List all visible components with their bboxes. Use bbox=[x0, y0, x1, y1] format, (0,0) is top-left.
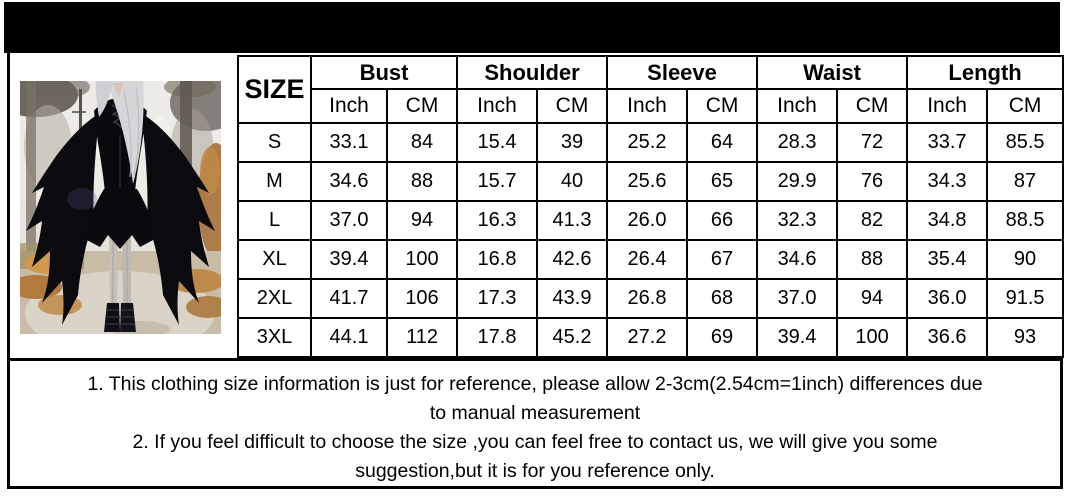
value-cell: 94 bbox=[837, 279, 907, 318]
note-2-line-2: suggestion,but it is for you reference only. bbox=[355, 460, 715, 482]
value-cell: 39.4 bbox=[311, 240, 387, 279]
value-cell: 72 bbox=[837, 123, 907, 162]
value-cell: 112 bbox=[387, 318, 457, 357]
value-cell: 88 bbox=[837, 240, 907, 279]
value-cell: 40 bbox=[537, 162, 607, 201]
table-row-l bbox=[238, 201, 1063, 240]
table-row-s bbox=[238, 123, 1063, 162]
value-cell: 35.4 bbox=[907, 240, 987, 279]
value-cell: 68 bbox=[687, 279, 757, 318]
value-cell: 42.6 bbox=[537, 240, 607, 279]
value-cell: 27.2 bbox=[607, 318, 687, 357]
value-cell: 34.8 bbox=[907, 201, 987, 240]
value-cell: 106 bbox=[387, 279, 457, 318]
value-cell: 25.2 bbox=[607, 123, 687, 162]
product-photo bbox=[20, 81, 221, 334]
unit-header-sleeve-inch: Inch bbox=[607, 89, 687, 123]
unit-header-shoulder-inch: Inch bbox=[457, 89, 537, 123]
value-cell: 82 bbox=[837, 201, 907, 240]
value-cell: 84 bbox=[387, 123, 457, 162]
value-cell: 39 bbox=[537, 123, 607, 162]
value-cell: 34.6 bbox=[757, 240, 837, 279]
size-cell: XL bbox=[238, 240, 311, 279]
value-cell: 16.3 bbox=[457, 201, 537, 240]
value-cell: 33.7 bbox=[907, 123, 987, 162]
value-cell: 88.5 bbox=[987, 201, 1063, 240]
header-length: Length bbox=[907, 56, 1063, 89]
value-cell: 41.3 bbox=[537, 201, 607, 240]
value-cell: 26.0 bbox=[607, 201, 687, 240]
value-cell: 65 bbox=[687, 162, 757, 201]
value-cell: 67 bbox=[687, 240, 757, 279]
value-cell: 34.6 bbox=[311, 162, 387, 201]
value-cell: 76 bbox=[837, 162, 907, 201]
value-cell: 44.1 bbox=[311, 318, 387, 357]
size-column-header: SIZE bbox=[238, 56, 311, 123]
unit-header-shoulder-cm: CM bbox=[537, 89, 607, 123]
value-cell: 17.3 bbox=[457, 279, 537, 318]
unit-header-length-cm: CM bbox=[987, 89, 1063, 123]
unit-header-length-inch: Inch bbox=[907, 89, 987, 123]
table-row-m bbox=[238, 162, 1063, 201]
note-2-line-1: 2. If you feel difficult to choose the size ,you can feel free to contact us, we will give you some bbox=[132, 431, 938, 453]
size-cell: M bbox=[238, 162, 311, 201]
value-cell: 15.7 bbox=[457, 162, 537, 201]
value-cell: 64 bbox=[687, 123, 757, 162]
value-cell: 91.5 bbox=[987, 279, 1063, 318]
value-cell: 41.7 bbox=[311, 279, 387, 318]
unit-header-waist-inch: Inch bbox=[757, 89, 837, 123]
value-cell: 17.8 bbox=[457, 318, 537, 357]
unit-header-waist-cm: CM bbox=[837, 89, 907, 123]
measurement-header-row bbox=[238, 56, 1063, 89]
unit-header-bust-inch: Inch bbox=[311, 89, 387, 123]
header-waist: Waist bbox=[757, 56, 907, 89]
value-cell: 36.0 bbox=[907, 279, 987, 318]
value-cell: 25.6 bbox=[607, 162, 687, 201]
value-cell: 87 bbox=[987, 162, 1063, 201]
value-cell: 15.4 bbox=[457, 123, 537, 162]
value-cell: 26.4 bbox=[607, 240, 687, 279]
value-cell: 93 bbox=[987, 318, 1063, 357]
value-cell: 90 bbox=[987, 240, 1063, 279]
unit-header-bust-cm: CM bbox=[387, 89, 457, 123]
value-cell: 66 bbox=[687, 201, 757, 240]
size-cell: 3XL bbox=[238, 318, 311, 357]
value-cell: 29.9 bbox=[757, 162, 837, 201]
value-cell: 88 bbox=[387, 162, 457, 201]
product-photo-panel bbox=[7, 53, 237, 358]
note-1-line-1: 1. This clothing size information is just for reference, please allow 2-3cm(2.54cm=1inch) differences due bbox=[87, 373, 983, 395]
size-cell: S bbox=[238, 123, 311, 162]
value-cell: 100 bbox=[837, 318, 907, 357]
note-1-line-2: to manual measurement bbox=[429, 402, 641, 424]
value-cell: 36.6 bbox=[907, 318, 987, 357]
table-row-3xl bbox=[238, 318, 1063, 357]
value-cell: 37.0 bbox=[757, 279, 837, 318]
size-cell: 2XL bbox=[238, 279, 311, 318]
header-shoulder: Shoulder bbox=[457, 56, 607, 89]
top-banner bbox=[4, 2, 1060, 53]
table-row-2xl bbox=[238, 279, 1063, 318]
value-cell: 28.3 bbox=[757, 123, 837, 162]
unit-header-sleeve-cm: CM bbox=[687, 89, 757, 123]
value-cell: 100 bbox=[387, 240, 457, 279]
size-chart-table bbox=[237, 55, 1064, 358]
size-cell: L bbox=[238, 201, 311, 240]
value-cell: 32.3 bbox=[757, 201, 837, 240]
reference-notes bbox=[7, 358, 1063, 489]
table-row-xl bbox=[238, 240, 1063, 279]
header-sleeve: Sleeve bbox=[607, 56, 757, 89]
value-cell: 39.4 bbox=[757, 318, 837, 357]
value-cell: 16.8 bbox=[457, 240, 537, 279]
value-cell: 85.5 bbox=[987, 123, 1063, 162]
value-cell: 33.1 bbox=[311, 123, 387, 162]
value-cell: 94 bbox=[387, 201, 457, 240]
value-cell: 45.2 bbox=[537, 318, 607, 357]
value-cell: 43.9 bbox=[537, 279, 607, 318]
unit-header-row bbox=[238, 89, 1063, 123]
value-cell: 69 bbox=[687, 318, 757, 357]
header-bust: Bust bbox=[311, 56, 457, 89]
value-cell: 37.0 bbox=[311, 201, 387, 240]
value-cell: 34.3 bbox=[907, 162, 987, 201]
value-cell: 26.8 bbox=[607, 279, 687, 318]
